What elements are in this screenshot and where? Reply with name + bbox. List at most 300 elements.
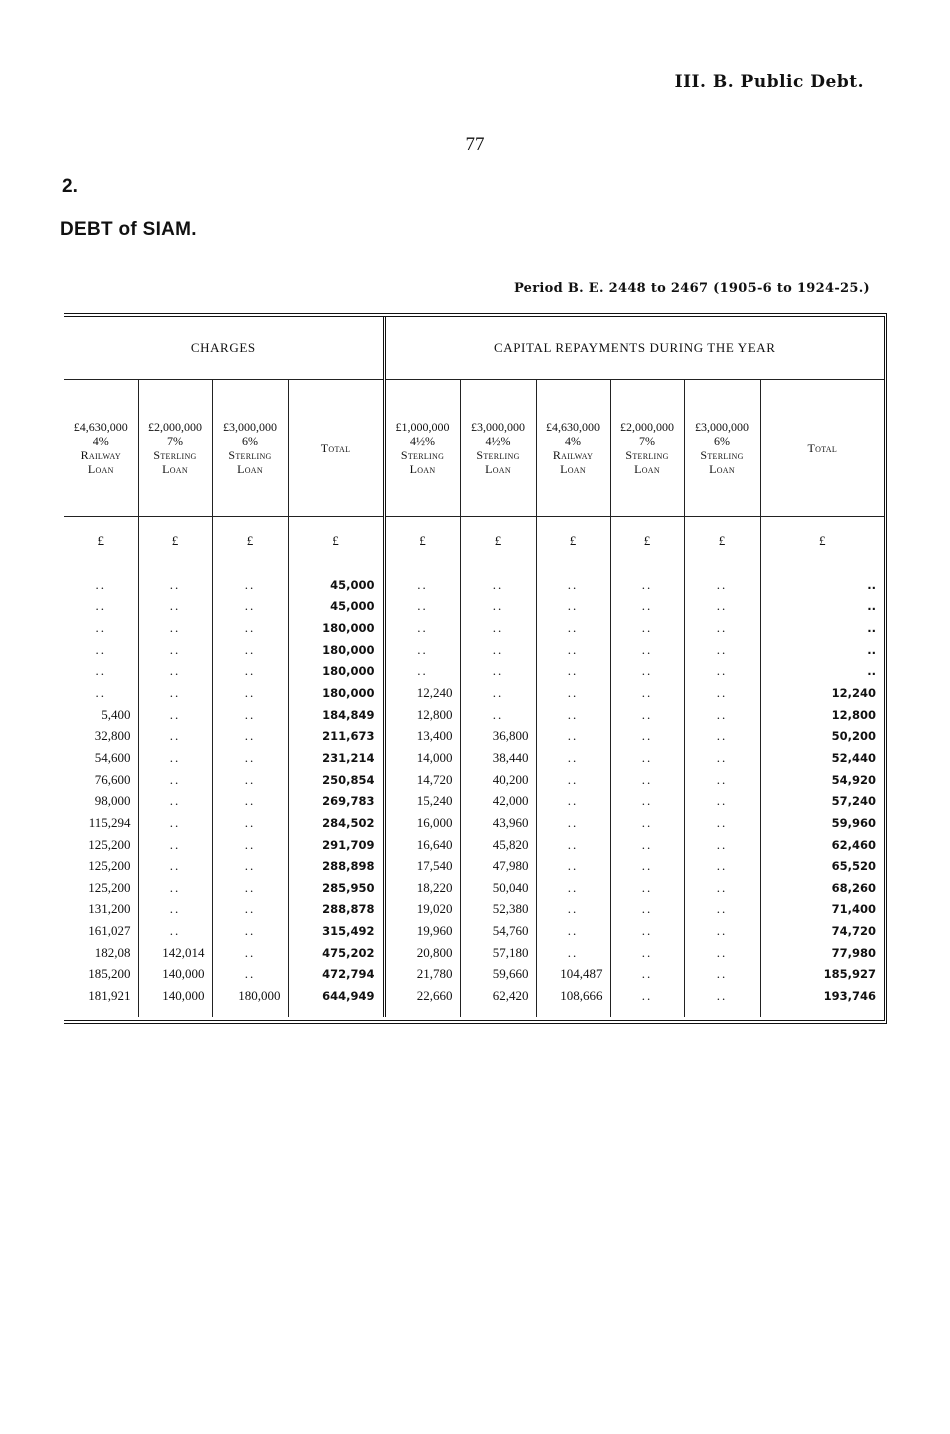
currency-unit-cell: £ xyxy=(288,517,384,566)
loan-rate: 4% xyxy=(92,434,109,448)
value-cell: .. xyxy=(684,682,760,704)
value-cell: .. xyxy=(460,574,536,596)
value-cell: 104,487 xyxy=(536,964,610,986)
value-cell: 54,760 xyxy=(460,920,536,942)
value-cell: .. xyxy=(610,596,684,618)
table-row xyxy=(64,834,884,856)
value-cell: 57,180 xyxy=(460,942,536,964)
value-cell: .. xyxy=(536,682,610,704)
loan-type1: Sterling xyxy=(153,448,197,462)
currency-unit-cell: £ xyxy=(64,517,138,566)
total-cell: 180,000 xyxy=(288,682,384,704)
value-cell: .. xyxy=(684,855,760,877)
value-cell: .. xyxy=(212,574,288,596)
value-cell: 140,000 xyxy=(138,985,212,1007)
value-cell: .. xyxy=(610,639,684,661)
value-cell: 125,200 xyxy=(88,836,131,852)
currency-unit-cell: £ xyxy=(138,517,212,566)
loan-rate: 4½% xyxy=(485,434,511,448)
value-cell: 20,800 xyxy=(384,942,460,964)
value-cell: .. xyxy=(384,617,460,639)
value-cell: .. xyxy=(536,596,610,618)
total-cell: 68,260 xyxy=(760,877,884,899)
loan-column-header xyxy=(684,380,760,517)
value-cell: .. xyxy=(138,596,212,618)
loan-amount: £3,000,000 xyxy=(471,420,526,434)
total-column-header xyxy=(760,380,884,517)
value-cell: 21,780 xyxy=(384,964,460,986)
total-cell: 180,000 xyxy=(288,617,384,639)
value-cell: .. xyxy=(684,617,760,639)
value-cell: .. xyxy=(212,682,288,704)
value-cell: .. xyxy=(460,596,536,618)
value-cell: 181,921 xyxy=(88,987,131,1003)
value-cell: 15,240 xyxy=(384,790,460,812)
value-cell: .. xyxy=(212,661,288,683)
value-cell: .. xyxy=(384,639,460,661)
value-cell: .. xyxy=(138,574,212,596)
value-cell: .. xyxy=(212,747,288,769)
currency-unit-cell: £ xyxy=(760,517,884,566)
value-cell: .. xyxy=(610,942,684,964)
value-cell: .. xyxy=(536,899,610,921)
value-cell: .. xyxy=(684,877,760,899)
total-cell: 45,000 xyxy=(288,574,384,596)
value-cell: 40,200 xyxy=(460,769,536,791)
total-cell: 59,960 xyxy=(760,812,884,834)
total-cell: 315,492 xyxy=(288,920,384,942)
value-cell: .. xyxy=(460,639,536,661)
currency-unit-cell: £ xyxy=(610,517,684,566)
total-cell: 288,878 xyxy=(288,899,384,921)
total-cell: 62,460 xyxy=(760,834,884,856)
value-cell: .. xyxy=(138,639,212,661)
value-cell: .. xyxy=(460,682,536,704)
value-cell: .. xyxy=(95,685,106,701)
value-cell: .. xyxy=(384,596,460,618)
value-cell: .. xyxy=(212,725,288,747)
value-cell: .. xyxy=(536,877,610,899)
table-row xyxy=(64,920,884,942)
blank-cell xyxy=(684,1007,760,1017)
value-cell: 19,020 xyxy=(384,899,460,921)
value-cell: .. xyxy=(212,769,288,791)
loan-type2: Loan xyxy=(162,462,188,476)
total-cell: 193,746 xyxy=(760,985,884,1007)
table-row xyxy=(64,704,884,726)
loan-column-header xyxy=(384,380,460,517)
total-cell: 57,240 xyxy=(760,790,884,812)
value-cell: .. xyxy=(684,812,760,834)
value-cell: .. xyxy=(212,964,288,986)
value-cell: .. xyxy=(212,704,288,726)
total-cell: 185,927 xyxy=(760,964,884,986)
value-cell: 52,380 xyxy=(460,899,536,921)
value-cell: 180,000 xyxy=(212,985,288,1007)
value-cell: 76,600 xyxy=(94,771,131,787)
capital-repayments-group-header: CAPITAL REPAYMENTS DURING THE YEAR xyxy=(384,317,884,380)
total-cell: 77,980 xyxy=(760,942,884,964)
total-cell: 45,000 xyxy=(288,596,384,618)
loan-rate: 7% xyxy=(167,434,183,448)
total-cell: 472,794 xyxy=(288,964,384,986)
value-cell: .. xyxy=(138,682,212,704)
debt-table xyxy=(64,317,884,1017)
value-cell: .. xyxy=(610,790,684,812)
value-cell: .. xyxy=(95,598,106,614)
total-cell: 74,720 xyxy=(760,920,884,942)
value-cell: 45,820 xyxy=(460,834,536,856)
group-header-row xyxy=(64,317,884,380)
value-cell: .. xyxy=(384,661,460,683)
value-cell: .. xyxy=(95,576,106,592)
blank-cell xyxy=(384,1007,460,1017)
value-cell: .. xyxy=(684,639,760,661)
value-cell: .. xyxy=(684,834,760,856)
value-cell: .. xyxy=(610,920,684,942)
blank-cell xyxy=(536,1007,610,1017)
value-cell: .. xyxy=(460,661,536,683)
value-cell: 131,200 xyxy=(88,901,131,917)
loan-type1: Sterling xyxy=(400,448,445,462)
value-cell: .. xyxy=(610,855,684,877)
value-cell: .. xyxy=(684,574,760,596)
currency-unit-cell: £ xyxy=(384,517,460,566)
value-cell: .. xyxy=(460,704,536,726)
total-cell: 288,898 xyxy=(288,855,384,877)
total-cell: 12,800 xyxy=(760,704,884,726)
table-row xyxy=(64,617,884,639)
value-cell: .. xyxy=(536,942,610,964)
page-number: 77 xyxy=(465,134,485,155)
table-row xyxy=(64,812,884,834)
blank-cell xyxy=(64,1007,138,1017)
value-cell: .. xyxy=(212,899,288,921)
value-cell: .. xyxy=(610,682,684,704)
loan-amount: £2,000,000 xyxy=(620,420,675,434)
total-cell: .. xyxy=(760,639,884,661)
value-cell: .. xyxy=(212,639,288,661)
blank-cell xyxy=(288,1007,384,1017)
blank-cell xyxy=(384,565,460,574)
value-cell: .. xyxy=(610,725,684,747)
total-cell: 180,000 xyxy=(288,639,384,661)
value-cell: 54,600 xyxy=(94,749,131,765)
value-cell: .. xyxy=(95,641,106,657)
bottom-spacer-row xyxy=(64,1007,884,1017)
currency-unit-cell: £ xyxy=(684,517,760,566)
value-cell: .. xyxy=(138,769,212,791)
loan-type1: Sterling xyxy=(700,448,744,462)
value-cell: .. xyxy=(610,899,684,921)
value-cell: 161,027 xyxy=(88,923,131,939)
value-cell: .. xyxy=(684,596,760,618)
value-cell: .. xyxy=(684,920,760,942)
value-cell: .. xyxy=(138,812,212,834)
loan-type1: Sterling xyxy=(625,448,669,462)
loan-type2: Loan xyxy=(87,462,114,476)
total-cell: 291,709 xyxy=(288,834,384,856)
total-cell: .. xyxy=(760,574,884,596)
value-cell: 59,660 xyxy=(460,964,536,986)
value-cell: .. xyxy=(684,725,760,747)
value-cell: 5,400 xyxy=(101,706,131,722)
value-cell: 185,200 xyxy=(88,966,131,982)
loan-amount: £4,630,000 xyxy=(546,420,601,434)
value-cell: 42,000 xyxy=(460,790,536,812)
value-cell: 12,240 xyxy=(384,682,460,704)
value-cell: .. xyxy=(95,620,106,636)
loan-column-header xyxy=(138,380,212,517)
value-cell: .. xyxy=(138,790,212,812)
value-cell: .. xyxy=(138,747,212,769)
value-cell: .. xyxy=(536,639,610,661)
total-cell: 50,200 xyxy=(760,725,884,747)
total-cell: 184,849 xyxy=(288,704,384,726)
loan-type1: Railway xyxy=(552,448,594,462)
table-row xyxy=(64,899,884,921)
table-row xyxy=(64,985,884,1007)
value-cell: 14,000 xyxy=(384,747,460,769)
section-title: DEBT of SIAM. xyxy=(60,219,197,240)
value-cell: 125,200 xyxy=(88,858,131,874)
value-cell: 43,960 xyxy=(460,812,536,834)
section-number: 2. xyxy=(62,176,78,197)
value-cell: 140,000 xyxy=(138,964,212,986)
value-cell: .. xyxy=(138,920,212,942)
value-cell: .. xyxy=(212,920,288,942)
loan-type1: Sterling xyxy=(476,448,520,462)
blank-cell xyxy=(610,1007,684,1017)
total-cell: 231,214 xyxy=(288,747,384,769)
value-cell: .. xyxy=(610,617,684,639)
total-label: Total xyxy=(807,441,838,455)
loan-type2: Loan xyxy=(634,462,660,476)
value-cell: 47,980 xyxy=(460,855,536,877)
table-row xyxy=(64,790,884,812)
currency-unit-cell: £ xyxy=(460,517,536,566)
value-cell: .. xyxy=(684,985,760,1007)
total-cell: 269,783 xyxy=(288,790,384,812)
value-cell: .. xyxy=(460,617,536,639)
loan-type2: Loan xyxy=(709,462,735,476)
table-row xyxy=(64,682,884,704)
loan-column-header xyxy=(64,380,138,517)
blank-cell xyxy=(536,565,610,574)
loan-type1: Railway xyxy=(80,448,121,462)
loan-type2: Loan xyxy=(560,462,586,476)
value-cell: 108,666 xyxy=(536,985,610,1007)
total-cell: 65,520 xyxy=(760,855,884,877)
value-cell: .. xyxy=(684,769,760,791)
blank-cell xyxy=(138,1007,212,1017)
value-cell: 13,400 xyxy=(384,725,460,747)
total-column-header xyxy=(288,380,384,517)
value-cell: .. xyxy=(212,834,288,856)
value-cell: .. xyxy=(384,574,460,596)
total-cell: .. xyxy=(760,596,884,618)
total-cell: .. xyxy=(760,661,884,683)
blank-cell xyxy=(64,565,138,574)
total-cell: 180,000 xyxy=(288,661,384,683)
value-cell: 142,014 xyxy=(138,942,212,964)
loan-amount: £4,630,000 xyxy=(73,420,128,434)
value-cell: .. xyxy=(212,596,288,618)
value-cell: .. xyxy=(138,661,212,683)
value-cell: 36,800 xyxy=(460,725,536,747)
value-cell: 62,420 xyxy=(460,985,536,1007)
loan-rate: 6% xyxy=(242,434,258,448)
value-cell: .. xyxy=(212,790,288,812)
value-cell: 182,08 xyxy=(94,944,131,960)
total-cell: 250,854 xyxy=(288,769,384,791)
value-cell: 115,294 xyxy=(88,814,131,830)
value-cell: .. xyxy=(684,964,760,986)
loan-column-header xyxy=(212,380,288,517)
loan-column-header xyxy=(536,380,610,517)
value-cell: .. xyxy=(138,725,212,747)
value-cell: .. xyxy=(536,725,610,747)
value-cell: .. xyxy=(138,704,212,726)
value-cell: .. xyxy=(610,985,684,1007)
loan-type2: Loan xyxy=(485,462,511,476)
total-cell: 52,440 xyxy=(760,747,884,769)
value-cell: 16,640 xyxy=(384,834,460,856)
value-cell: .. xyxy=(212,617,288,639)
value-cell: .. xyxy=(610,769,684,791)
value-cell: 98,000 xyxy=(94,793,131,809)
loan-amount: £2,000,000 xyxy=(148,420,202,434)
running-head: III. B. Public Debt. xyxy=(674,72,864,92)
blank-cell xyxy=(460,565,536,574)
value-cell: .. xyxy=(212,942,288,964)
blank-cell xyxy=(212,1007,288,1017)
value-cell: .. xyxy=(684,899,760,921)
value-cell: .. xyxy=(684,704,760,726)
total-cell: 211,673 xyxy=(288,725,384,747)
table-row xyxy=(64,942,884,964)
value-cell: .. xyxy=(212,877,288,899)
charges-group-header: CHARGES xyxy=(190,340,256,355)
total-cell: 284,502 xyxy=(288,812,384,834)
total-cell: 475,202 xyxy=(288,942,384,964)
table-row xyxy=(64,769,884,791)
blank-cell xyxy=(138,565,212,574)
total-cell: 54,920 xyxy=(760,769,884,791)
value-cell: .. xyxy=(536,769,610,791)
value-cell: 50,040 xyxy=(460,877,536,899)
value-cell: .. xyxy=(536,661,610,683)
value-cell: 17,540 xyxy=(384,855,460,877)
loan-rate: 7% xyxy=(639,434,656,448)
value-cell: .. xyxy=(138,834,212,856)
value-cell: .. xyxy=(610,661,684,683)
value-cell: .. xyxy=(138,855,212,877)
value-cell: .. xyxy=(684,942,760,964)
value-cell: 38,440 xyxy=(460,747,536,769)
blank-cell xyxy=(760,1007,884,1017)
value-cell: 12,800 xyxy=(384,704,460,726)
value-cell: 16,000 xyxy=(384,812,460,834)
value-cell: .. xyxy=(610,834,684,856)
total-cell: 285,950 xyxy=(288,877,384,899)
value-cell: .. xyxy=(536,834,610,856)
spacer-row xyxy=(64,565,884,574)
value-cell: .. xyxy=(212,855,288,877)
value-cell: .. xyxy=(536,920,610,942)
table-row xyxy=(64,639,884,661)
table-row xyxy=(64,574,884,596)
blank-cell xyxy=(212,565,288,574)
loan-column-header xyxy=(610,380,684,517)
loan-amount: £1,000,000 xyxy=(395,420,450,434)
blank-cell xyxy=(288,565,384,574)
debt-table-frame xyxy=(64,313,887,1024)
value-cell: .. xyxy=(610,574,684,596)
value-cell: .. xyxy=(684,661,760,683)
value-cell: .. xyxy=(536,574,610,596)
blank-cell xyxy=(760,565,884,574)
table-row xyxy=(64,725,884,747)
loan-amount: £3,000,000 xyxy=(223,420,277,434)
value-cell: .. xyxy=(536,790,610,812)
currency-unit-cell: £ xyxy=(536,517,610,566)
table-row xyxy=(64,877,884,899)
blank-cell xyxy=(460,1007,536,1017)
loan-type1: Sterling xyxy=(228,448,272,462)
column-header-row xyxy=(64,380,884,517)
value-cell: 18,220 xyxy=(384,877,460,899)
loan-column-header xyxy=(460,380,536,517)
value-cell: .. xyxy=(684,747,760,769)
currency-unit-cell: £ xyxy=(212,517,288,566)
value-cell: .. xyxy=(95,663,106,679)
loan-rate: 4% xyxy=(565,434,582,448)
value-cell: 125,200 xyxy=(88,879,131,895)
value-cell: .. xyxy=(536,812,610,834)
value-cell: 32,800 xyxy=(94,728,131,744)
loan-rate: 6% xyxy=(714,434,731,448)
value-cell: .. xyxy=(212,812,288,834)
table-row xyxy=(64,855,884,877)
value-cell: .. xyxy=(536,855,610,877)
value-cell: .. xyxy=(536,704,610,726)
loan-amount: £3,000,000 xyxy=(695,420,750,434)
value-cell: .. xyxy=(610,747,684,769)
value-cell: .. xyxy=(610,964,684,986)
loan-type2: Loan xyxy=(237,462,263,476)
loan-type2: Loan xyxy=(409,462,436,476)
total-label: Total xyxy=(320,441,351,455)
total-cell: 12,240 xyxy=(760,682,884,704)
value-cell: .. xyxy=(536,747,610,769)
total-cell: 71,400 xyxy=(760,899,884,921)
blank-cell xyxy=(610,565,684,574)
currency-unit-row xyxy=(64,517,884,566)
total-cell: .. xyxy=(760,617,884,639)
value-cell: 14,720 xyxy=(384,769,460,791)
total-cell: 644,949 xyxy=(288,985,384,1007)
loan-rate: 4½% xyxy=(410,434,436,448)
blank-cell xyxy=(684,565,760,574)
value-cell: .. xyxy=(610,812,684,834)
value-cell: .. xyxy=(610,704,684,726)
value-cell: .. xyxy=(610,877,684,899)
value-cell: .. xyxy=(684,790,760,812)
table-row xyxy=(64,964,884,986)
value-cell: 22,660 xyxy=(384,985,460,1007)
value-cell: .. xyxy=(536,617,610,639)
